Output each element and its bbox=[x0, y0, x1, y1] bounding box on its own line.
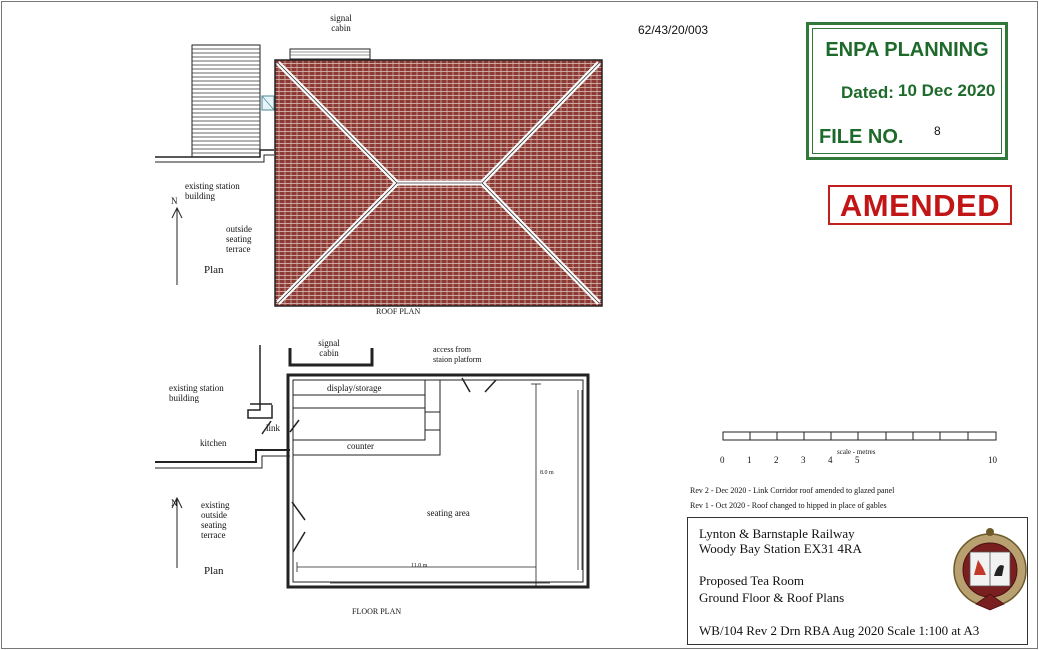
scale-tick-3: 3 bbox=[801, 455, 806, 465]
stamp-heading: ENPA PLANNING bbox=[825, 39, 989, 61]
scale-tick-5: 5 bbox=[855, 455, 860, 465]
stamp-dated-value: 10 Dec 2020 bbox=[898, 81, 996, 100]
drawing-reference: 62/43/20/003 bbox=[638, 23, 709, 37]
scale-tick-2: 2 bbox=[774, 455, 779, 465]
dim-width-label: 11.0 m bbox=[411, 563, 428, 569]
title-line-station: Woody Bay Station EX31 4RA bbox=[699, 541, 862, 556]
roof-north-label: N bbox=[171, 196, 178, 206]
stamp-file-label: FILE NO. bbox=[819, 126, 904, 148]
scale-bar-label: scale - metres bbox=[837, 448, 876, 456]
title-footer: WB/104 Rev 2 Drn RBA Aug 2020 Scale 1:100 at A3 bbox=[699, 623, 980, 638]
access-label: access from staion platform bbox=[433, 345, 482, 364]
roof-terrace-label: outside seating terrace bbox=[226, 224, 252, 254]
roof-plan-word: Plan bbox=[204, 264, 224, 276]
title-block bbox=[687, 517, 1028, 645]
floor-terrace-label: existing outside seating terrace bbox=[201, 500, 230, 540]
scale-tick-4: 4 bbox=[828, 455, 833, 465]
floor-plan-word: Plan bbox=[204, 565, 224, 577]
scale-bar-graphic bbox=[723, 432, 996, 440]
roof-plan-title: ROOF PLAN bbox=[376, 307, 421, 316]
scale-tick-10: 10 bbox=[988, 455, 997, 465]
stamp-file-value: 8 bbox=[934, 124, 941, 138]
amended-text: AMENDED bbox=[839, 188, 1001, 223]
roof-existing-building-label: existing station building bbox=[185, 181, 240, 201]
scale-tick-1: 1 bbox=[747, 455, 752, 465]
title-line-railway: Lynton & Barnstaple Railway bbox=[699, 526, 855, 541]
title-line-project: Proposed Tea Room bbox=[699, 573, 805, 588]
signal-cabin-roof bbox=[290, 49, 370, 59]
dim-depth-label: 8.0 m bbox=[540, 470, 554, 476]
floor-plan-graphic bbox=[155, 345, 588, 588]
revision-note-1: Rev 1 - Oct 2020 - Roof changed to hipped in place of gables bbox=[690, 501, 887, 510]
link-label: link bbox=[266, 423, 281, 433]
floor-plan-title: FLOOR PLAN bbox=[352, 607, 402, 616]
floor-existing-building-label: existing station building bbox=[169, 383, 224, 403]
kitchen-label: kitchen bbox=[200, 438, 227, 448]
counter-label: counter bbox=[347, 441, 374, 451]
roof-signal-cabin-label: signal cabin bbox=[330, 13, 352, 33]
display-storage-label: display/storage bbox=[327, 383, 382, 393]
planning-stamp bbox=[806, 22, 1008, 160]
revision-note-2: Rev 2 - Dec 2020 - Link Corridor roof amended to glazed panel bbox=[690, 486, 895, 495]
stamp-dated-label: Dated: bbox=[841, 83, 894, 102]
floor-signal-cabin-label: signal cabin bbox=[318, 338, 340, 358]
scale-tick-0: 0 bbox=[720, 455, 725, 465]
seating-area-label: seating area bbox=[427, 508, 470, 518]
title-line-drawing: Ground Floor & Roof Plans bbox=[699, 590, 845, 605]
amended-stamp bbox=[828, 185, 1012, 225]
floor-north-label: N bbox=[171, 498, 178, 508]
